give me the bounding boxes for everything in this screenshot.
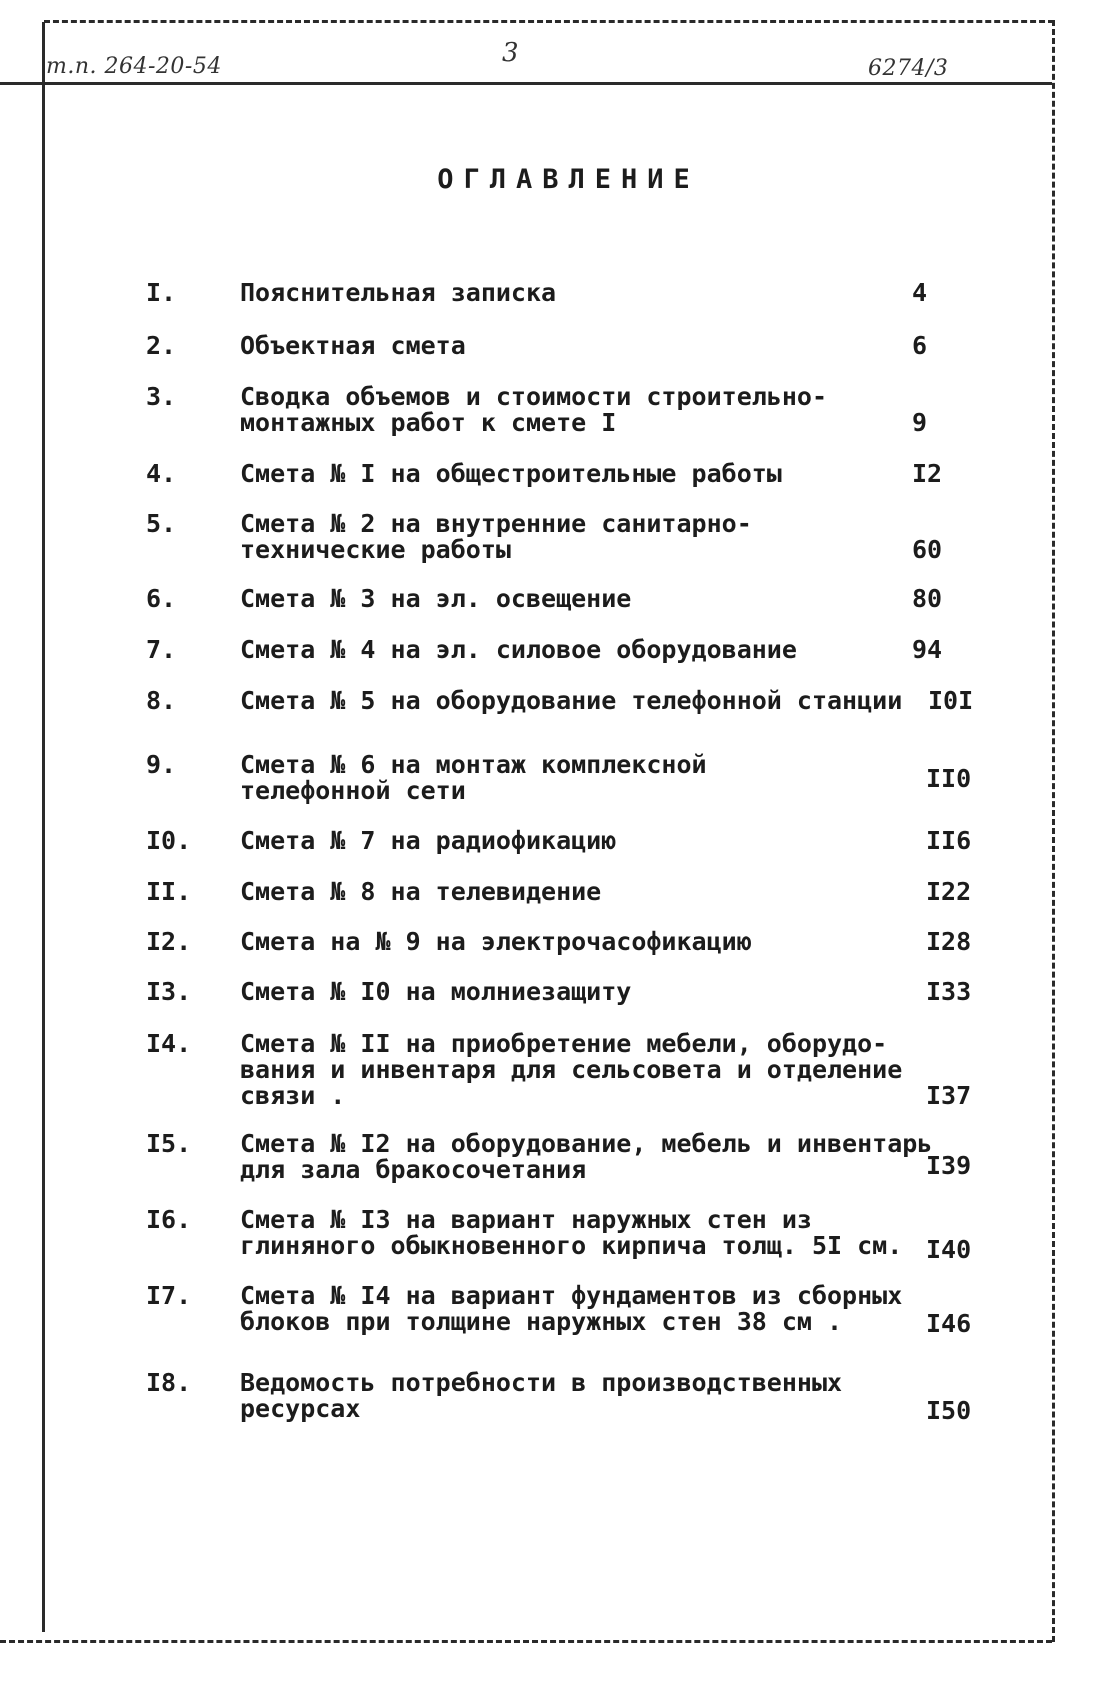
- toc-entry-page: I39: [926, 1151, 972, 1180]
- archive-number: 6274/3: [868, 56, 949, 81]
- toc-entry-page: I28: [926, 927, 972, 956]
- toc-entry-title: Смета № 3 на эл. освещение: [240, 584, 632, 613]
- toc-entry-page: I37: [926, 1081, 972, 1110]
- toc-entry-number: 7.: [146, 635, 177, 664]
- toc-entry-page: II6: [926, 826, 972, 855]
- toc-entry-page: I33: [926, 977, 972, 1006]
- toc-entry-title: Сводка объемов и стоимости строительно- монтажных работ к смете I: [240, 382, 827, 437]
- toc-entry-title: Смета № 7 на радиофикацию: [240, 826, 617, 855]
- toc-entry-number: I0.: [146, 826, 192, 855]
- toc-entry-page: 9: [912, 408, 928, 437]
- toc-entry-title: Смета № II на приобретение мебели, оборудо- вания и инвентаря для сельсовета и отделение связи .: [240, 1029, 903, 1110]
- toc-entry-title: Смета № 6 на монтаж комплексной телефонной сети: [240, 750, 707, 805]
- toc-entry-title: Смета № 2 на внутренние санитарно- технические работы: [240, 509, 752, 564]
- toc-entry-title: Смета № I2 на оборудование, мебель и инвентарь для зала бракосочетания: [240, 1129, 933, 1184]
- toc-entry-number: 6.: [146, 584, 177, 613]
- toc-entry-number: 8.: [146, 686, 177, 715]
- toc-entry-number: I3.: [146, 977, 192, 1006]
- toc-entry-number: I7.: [146, 1281, 192, 1310]
- toc-entry-page: 6: [912, 331, 928, 360]
- frame-top-border: [44, 20, 1054, 23]
- page-number: 3: [502, 38, 520, 68]
- toc-entry-page: I40: [926, 1235, 972, 1264]
- header-rule: [0, 82, 1052, 85]
- toc-entry-page: II0: [926, 764, 972, 793]
- toc-entry-page: I2: [912, 459, 943, 488]
- toc-entry-title: Смета № I на общестроительные работы: [240, 459, 782, 488]
- toc-entry-page: 94: [912, 635, 943, 664]
- toc-entry-title: Смета № I3 на вариант наружных стен из глиняного обыкновенного кирпича толщ. 5I см.: [240, 1205, 903, 1260]
- doc-code: т.п. 264-20-54: [46, 54, 222, 79]
- toc-entry-title: Смета № I4 на вариант фундаментов из сборных блоков при толщине наружных стен 38 см .: [240, 1281, 903, 1336]
- frame-left-border: [42, 22, 45, 1632]
- toc-entry-title: Пояснительная записка: [240, 278, 557, 307]
- toc-entry-page: 4: [912, 278, 928, 307]
- toc-entry-page: 60: [912, 535, 943, 564]
- frame-bottom-border: [0, 1640, 1052, 1643]
- toc-entry-title: Ведомость потребности в производственных ресурсах: [240, 1368, 843, 1423]
- toc-entry-title: Смета № 4 на эл. силовое оборудование: [240, 635, 797, 664]
- toc-entry-title: Смета на № 9 на электрочасофикацию: [240, 927, 752, 956]
- toc-entry-title: Смета № 8 на телевидение: [240, 877, 602, 906]
- toc-entry-title: Объектная смета: [240, 331, 466, 360]
- toc-entry-page: I46: [926, 1309, 972, 1338]
- toc-entry-title: Смета № 5 на оборудование телефонной станции: [240, 686, 903, 715]
- toc-entry-number: 4.: [146, 459, 177, 488]
- toc-entry-page: I50: [926, 1396, 972, 1425]
- toc-entry-number: I.: [146, 278, 177, 307]
- toc-entry-number: 3.: [146, 382, 177, 411]
- toc-entry-number: I8.: [146, 1368, 192, 1397]
- toc-entry-page: I0I: [928, 686, 974, 715]
- toc-entry-number: I2.: [146, 927, 192, 956]
- toc-entry-page: I22: [926, 877, 972, 906]
- page-title: ОГЛАВЛЕНИЕ: [437, 164, 700, 195]
- toc-entry-number: 9.: [146, 750, 177, 779]
- toc-entry-title: Смета № I0 на молниезащиту: [240, 977, 632, 1006]
- toc-entry-number: I5.: [146, 1129, 192, 1158]
- toc-entry-number: I6.: [146, 1205, 192, 1234]
- toc-entry-page: 80: [912, 584, 943, 613]
- toc-entry-number: 5.: [146, 509, 177, 538]
- toc-entry-number: I4.: [146, 1029, 192, 1058]
- toc-entry-number: 2.: [146, 331, 177, 360]
- frame-right-border: [1052, 20, 1055, 1642]
- toc-entry-number: II.: [146, 877, 192, 906]
